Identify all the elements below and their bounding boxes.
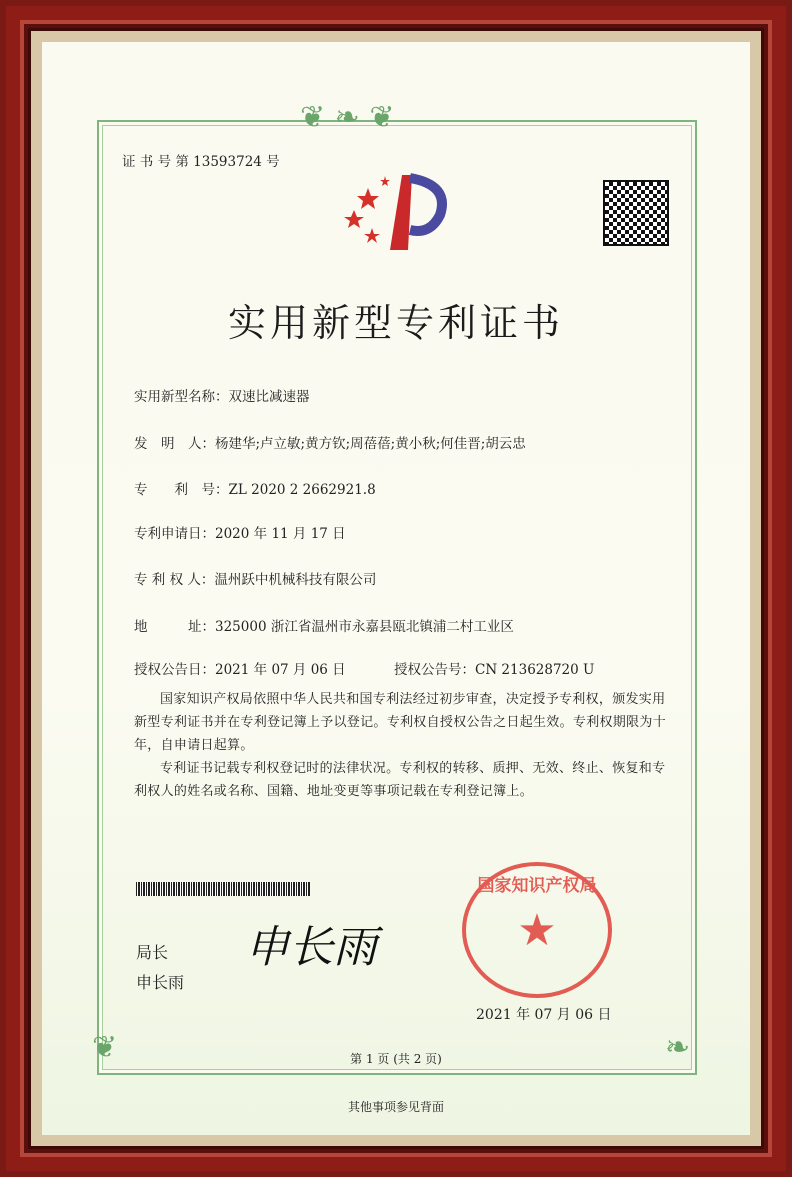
seal-text: 国家知识产权局 bbox=[477, 876, 597, 896]
director-name: 申长雨 bbox=[136, 973, 185, 992]
page-info: 第 1 页 (共 2 页) bbox=[350, 1052, 442, 1066]
official-seal bbox=[462, 862, 612, 998]
field-label: 专 利 权 人： bbox=[134, 572, 215, 588]
signature: 申长雨 bbox=[245, 922, 377, 973]
cnipa-logo-icon bbox=[340, 170, 450, 260]
field-value: ZL 2020 2 2662921.8 bbox=[228, 482, 376, 498]
field-value: 2020 年 11 月 17 日 bbox=[215, 526, 346, 542]
grant-number-label: 授权公告号： bbox=[394, 662, 475, 678]
director-title: 局长 bbox=[136, 943, 169, 962]
corner-ornament-icon: ❧ bbox=[665, 1030, 691, 1065]
corner-ornament-icon: ❦ bbox=[92, 1030, 118, 1065]
field-label: 实用新型名称： bbox=[134, 389, 229, 405]
field-value: 杨建华;卢立敏;黄方钦;周蓓蓓;黄小秋;何佳晋;胡云忠 bbox=[215, 436, 526, 452]
field-label: 发 明 人： bbox=[134, 436, 215, 452]
field-label: 地 址： bbox=[134, 619, 215, 635]
footer-note: 其他事项参见背面 bbox=[347, 1100, 444, 1114]
field-value: 双速比减速器 bbox=[228, 389, 310, 405]
qr-code bbox=[603, 180, 669, 246]
field-label: 专 利 号： bbox=[134, 482, 229, 498]
grant-date-label: 授权公告日： bbox=[134, 662, 215, 678]
field-value: 325000 浙江省温州市永嘉县瓯北镇浦二村工业区 bbox=[215, 619, 514, 635]
field-label: 专利申请日： bbox=[134, 526, 215, 542]
top-ornament-icon: ❦ ❧ ❦ bbox=[300, 100, 395, 135]
legal-text bbox=[134, 688, 674, 803]
certificate-number: 证 书 号 第 13593724 号 bbox=[122, 154, 280, 170]
grant-date-value: 2021 年 07 月 06 日 bbox=[215, 662, 346, 678]
national-emblem-icon: ★ bbox=[517, 905, 557, 956]
legal-paragraph: 专利证书记载专利权登记时的法律状况。专利权的转移、质押、无效、终止、恢复和专利权人的姓名或名称、国籍、地址变更等事项记载在专利登记簿上。 bbox=[134, 761, 666, 799]
legal-paragraph: 国家知识产权局依照中华人民共和国专利法经过初步审查，决定授予专利权，颁发实用新型专利证书并在专利登记簿上予以登记。专利权自授权公告之日起生效。专利权期限为十年，自申请日起算。 bbox=[134, 692, 667, 753]
barcode bbox=[136, 882, 310, 896]
seal-date: 2021 年 07 月 06 日 bbox=[476, 1007, 612, 1023]
certificate-title: 实用新型专利证书 bbox=[227, 301, 564, 345]
grant-number-value: CN 213628720 U bbox=[475, 662, 595, 678]
field-value: 温州跃中机械科技有限公司 bbox=[214, 572, 377, 588]
